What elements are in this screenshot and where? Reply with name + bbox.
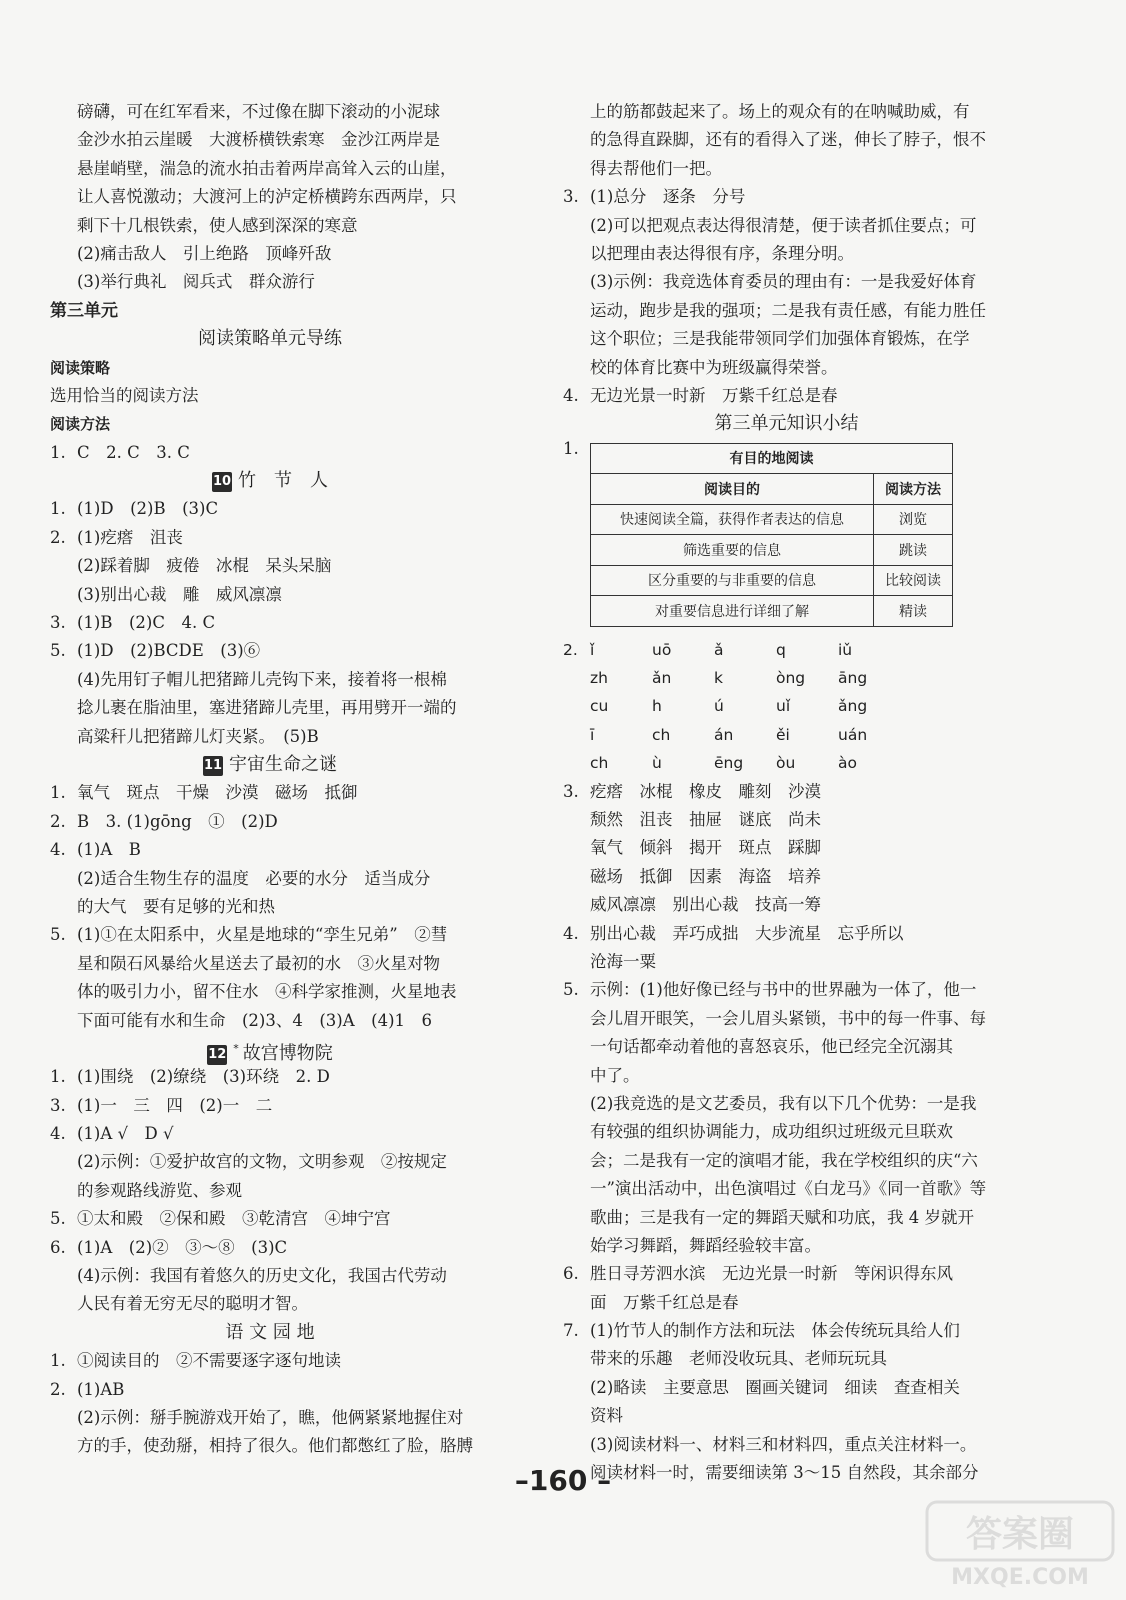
answer-line: [50, 808, 490, 836]
answer-text: 氧气 斑点 干燥 沙漠 磁场 抵御: [77, 783, 358, 803]
lesson-title: [563, 410, 1010, 438]
answer-line: [50, 779, 490, 807]
lesson-number-badge: 11: [203, 756, 223, 776]
table-cell-purpose: 筛选重要的信息: [591, 535, 874, 566]
pinyin-cell: āng: [838, 669, 868, 688]
answer-continuation: 始学习舞蹈，舞蹈经验较丰富。: [590, 1235, 821, 1255]
question-number: 3.: [50, 1095, 66, 1115]
pinyin-cell: ch: [652, 725, 671, 744]
answer-line: [50, 1205, 490, 1233]
answer-continuation: (2)痛击敌人 引上绝路 顶峰歼敌: [77, 243, 332, 263]
pinyin-row: [563, 664, 1010, 692]
lesson-title-text: 故宫博物院: [242, 1042, 333, 1064]
pinyin-cell: ǎn: [652, 669, 672, 688]
answer-continuation: 歌曲；三是我有一定的舞蹈天赋和功底，我 4 岁就开: [590, 1207, 974, 1227]
answer-continuation: (3)阅读材料一、材料三和材料四，重点关注材料一。: [590, 1434, 977, 1454]
table-cell-purpose: 对重要信息进行详细了解: [591, 596, 874, 627]
pinyin-cell: ēng: [714, 754, 744, 773]
answer-text: (1)竹节人的制作方法和玩法 体会传统玩具给人们: [590, 1321, 960, 1341]
right-bottom-block: [563, 778, 1010, 1488]
question-number: 4.: [563, 923, 579, 943]
answer-line: [50, 1092, 490, 1120]
question-number: 2.: [563, 640, 578, 659]
answer-line: [563, 778, 1010, 806]
answer-continuation: (4)示例：我国有着悠久的历史文化，我国古代劳动: [77, 1266, 447, 1286]
answer-text: 胜日寻芳泗水滨 无边光景一时新 等闲识得东风: [590, 1264, 953, 1284]
question-number: 1.: [50, 1067, 66, 1087]
answer-text: (1)A √ D √: [77, 1124, 174, 1144]
answer-continuation: 有较强的组织协调能力，成功组织过班级元旦联欢: [590, 1122, 953, 1142]
answer-continuation: 会；二是我有一定的演唱才能，我在学校组织的庆“六: [590, 1150, 978, 1170]
question-number: 3.: [563, 781, 579, 801]
answer-line: [563, 382, 1010, 410]
question-number: 3.: [563, 187, 579, 207]
answer-line: [50, 637, 490, 665]
pinyin-cell: ěi: [776, 725, 790, 744]
watermark-logo: [925, 1500, 1115, 1592]
answer-continuation: 阅读材料一时，需要细读第 3～15 自然段，其余部分: [590, 1463, 979, 1483]
answer-line: [563, 1317, 1010, 1345]
pinyin-cell: ǎng: [838, 697, 868, 716]
table-cell-method: 跳读: [874, 535, 953, 566]
answer-continuation: 得去帮他们一把。: [590, 158, 722, 178]
pinyin-cell: q: [776, 640, 786, 659]
pinyin-cell: án: [714, 725, 734, 744]
answer-text: (1)D (2)BCDE (3)⑥: [77, 641, 261, 661]
answer-line: [50, 921, 490, 949]
lesson-title: [50, 1319, 490, 1347]
lesson-title-text: 竹 节 人: [238, 470, 328, 492]
answer-continuation: 面 万紫千红总是春: [590, 1292, 739, 1312]
answer-text: (1)D (2)B (3)C: [77, 499, 219, 519]
answer-continuation: 一句话都牵动着他的喜怒哀乐，他已经完全沉溺其: [590, 1037, 953, 1057]
answer-continuation: 中了。: [590, 1065, 640, 1085]
answer-text: C 2. C 3. C: [77, 442, 190, 462]
answer-continuation: 让人喜悦激动；大渡河上的泸定桥横跨东西两岸，只: [77, 187, 457, 207]
answer-line: [50, 1376, 490, 1404]
question-number: 1.: [50, 1351, 66, 1371]
right-column: [563, 98, 1010, 1487]
question-number: 5.: [50, 641, 66, 661]
answer-text: 无边光景一时新 万紫千红总是春: [590, 385, 838, 405]
answer-continuation: (2)示例：掰手腕游戏开始了，瞧，他俩紧紧地握住对: [77, 1407, 464, 1427]
answer-text: ①阅读目的 ②不需要逐字逐句地读: [77, 1351, 341, 1371]
pinyin-cell: zh: [590, 669, 608, 688]
lesson-title-text: 语 文 园 地: [225, 1321, 315, 1343]
question-number: 5.: [50, 1209, 66, 1229]
table-row: [591, 504, 953, 535]
pinyin-cell: uǐ: [776, 697, 791, 716]
answer-continuation: (2)我竞选的是文艺委员，我有以下几个优势：一是我: [590, 1093, 977, 1113]
answer-continuation: (3)别出心裁 雕 威风凛凛: [77, 584, 282, 604]
question-number: 3.: [50, 613, 66, 633]
answer-continuation: 以把理由表达得很有序，条理分明。: [590, 243, 854, 263]
answer-continuation: 金沙水拍云崖暖 大渡桥横铁索寒 金沙江两岸是: [77, 130, 440, 150]
answer-line: [563, 920, 1010, 948]
unit-heading: 第三单元: [50, 300, 118, 321]
answer-continuation: (2)示例：①爱护故宫的文物，文明参观 ②按规定: [77, 1152, 447, 1172]
pinyin-row: [563, 749, 1010, 777]
pinyin-cell: ǎ: [714, 640, 724, 659]
answer-continuation: (2)可以把观点表达得很清楚，便于读者抓住要点；可: [590, 215, 977, 235]
answer-text: ①太和殿 ②保和殿 ③乾清宫 ④坤宁宫: [77, 1209, 391, 1229]
answer-continuation: 资料: [590, 1406, 623, 1426]
question-number: 4.: [563, 385, 579, 405]
answer-text: (1)疙瘩 沮丧: [77, 527, 183, 547]
answer-text: (1)总分 逐条 分号: [590, 187, 746, 207]
question-number: 7.: [563, 1321, 579, 1341]
question-number: 6.: [563, 1264, 579, 1284]
answer-continuation: 颓然 沮丧 抽屉 谜底 尚未: [590, 810, 821, 830]
pinyin-cell: òu: [776, 754, 796, 773]
question-number: 5.: [50, 925, 66, 945]
pinyin-cell: h: [652, 697, 662, 716]
answer-continuation: 星和陨石风暴给火星送去了最初的水 ③火星对物: [77, 953, 440, 973]
answer-continuation: 磅礴，可在红军看来，不过像在脚下滚动的小泥球: [77, 102, 440, 121]
pinyin-cell: k: [714, 669, 723, 688]
answer-continuation: (2)踩着脚 疲倦 冰棍 呆头呆脑: [77, 556, 332, 576]
lesson-title: [50, 751, 490, 779]
answer-line: [50, 836, 490, 864]
answer-continuation: 校的体育比赛中为班级赢得荣誉。: [590, 357, 838, 377]
table-title: 有目的地阅读: [591, 443, 953, 474]
answer-continuation: (3)举行典礼 阅兵式 群众游行: [77, 272, 315, 292]
pinyin-cell: ào: [838, 754, 857, 773]
page-number: –160 –: [514, 1464, 612, 1497]
question-number: 2.: [50, 1379, 66, 1399]
pinyin-cell: ī: [590, 725, 595, 744]
knowledge-table: [590, 443, 953, 627]
answer-line: [50, 1234, 490, 1262]
table-cell-purpose: 区分重要的与非重要的信息: [591, 565, 874, 596]
pinyin-cell: ù: [652, 754, 662, 773]
answer-line: [563, 976, 1010, 1004]
watermark-url: MXQE.COM: [951, 1565, 1089, 1590]
lesson-title-text: 第三单元知识小结: [714, 413, 859, 435]
answer-continuation: 高粱秆儿把猪蹄儿灯夹紧。 (5)B: [77, 726, 319, 746]
pinyin-cell: ǐ: [590, 640, 595, 659]
table-cell-method: 比较阅读: [874, 565, 953, 596]
lesson-title-text: 阅读策略单元导练: [198, 328, 342, 350]
answer-text: 选用恰当的阅读方法: [50, 385, 199, 405]
answer-line: [50, 1120, 490, 1148]
question-number: 2.: [50, 811, 66, 831]
answer-continuation: 人民有着无穷无尽的聪明才智。: [77, 1294, 308, 1314]
optional-lesson-mark: *: [233, 1041, 239, 1055]
watermark-text: 答案圈: [965, 1514, 1075, 1555]
answer-text: (1)A (2)② ③～⑧ (3)C: [77, 1237, 288, 1257]
table-header-purpose: 阅读目的: [591, 474, 874, 505]
answer-continuation: 带来的乐趣 老师没收玩具、老师玩玩具: [590, 1349, 887, 1369]
answer-text: (1)①在太阳系中，火星是地球的“孪生兄弟” ②彗: [77, 925, 448, 945]
answer-continuation: 沧海一粟: [590, 951, 656, 971]
answer-continuation: 下面可能有水和生命 (2)3、4 (3)A (4)1 6: [77, 1010, 433, 1030]
answer-text: B 3. (1)gōng ① (2)D: [77, 811, 278, 831]
question-number: 4.: [50, 840, 66, 860]
answer-text: 疙瘩 冰棍 橡皮 雕刻 沙漠: [590, 781, 821, 801]
answer-continuation: 磁场 抵御 因素 海盗 培养: [590, 866, 821, 886]
answer-text: 示例：(1)他好像已经与书中的世界融为一体了，他一: [590, 980, 977, 1000]
answer-line: [50, 609, 490, 637]
answer-continuation: (4)先用钉子帽儿把猪蹄儿壳钩下来，接着将一根棉: [77, 669, 447, 689]
answer-continuation: 体的吸引力小，留不住水 ④科学家推测，火星地表: [77, 982, 457, 1002]
pinyin-row: [563, 692, 1010, 720]
answer-continuation: 的大气 要有足够的光和热: [77, 896, 275, 916]
answer-continuation: 的急得直跺脚，还有的看得入了迷，伸长了脖子，恨不: [590, 130, 986, 150]
question-number: 6.: [50, 1237, 66, 1257]
answer-continuation: 上的筋都鼓起来了。场上的观众有的在呐喊助威，有: [590, 102, 970, 121]
knowledge-table-block: [563, 439, 1010, 644]
table-cell-purpose: 快速阅读全篇，获得作者表达的信息: [591, 504, 874, 535]
answer-text: (1)围绕 (2)缭绕 (3)环绕 2. D: [77, 1067, 330, 1087]
answer-continuation: 捻儿裹在脂油里，塞进猪蹄儿壳里，再用劈开一端的: [77, 698, 457, 718]
answer-text: (1)B (2)C 4. C: [77, 613, 216, 633]
answer-line: [50, 524, 490, 552]
answer-continuation: 这个职位；三是我能带领同学们加强体育锻炼，在学: [590, 329, 970, 349]
answer-text: (1)AB: [77, 1379, 125, 1399]
answer-line: [563, 183, 1010, 211]
question-number: 1.: [50, 783, 66, 803]
pinyin-answer-block: [563, 636, 1010, 778]
answer-line: [50, 495, 490, 523]
answer-line: [50, 439, 490, 467]
table-cell-method: 精读: [874, 596, 953, 627]
answer-continuation: 的参观路线游览、参观: [77, 1180, 242, 1200]
answer-line: [50, 1063, 490, 1091]
sub-heading: 阅读策略: [50, 358, 111, 377]
answer-continuation: (2)适合生物生存的温度 必要的水分 适当成分: [77, 868, 431, 888]
question-number: 4.: [50, 1124, 66, 1144]
answer-continuation: 会儿眉开眼笑，一会儿眉头紧锁，书中的每一件事、每: [590, 1008, 986, 1028]
table-row: [591, 596, 953, 627]
table-row: [591, 565, 953, 596]
pinyin-cell: uō: [652, 640, 672, 659]
answer-continuation: 悬崖峭壁，湍急的流水拍击着两岸高耸入云的山崖，: [77, 158, 457, 178]
lesson-number-badge: 12: [207, 1045, 227, 1065]
answer-line: [563, 1260, 1010, 1288]
sub-heading: 阅读方法: [50, 415, 111, 434]
answer-continuation: 运动，跑步是我的强项；二是我有责任感，有能力胜任: [590, 300, 986, 320]
question-number: 1.: [563, 438, 579, 458]
answer-continuation: 氧气 倾斜 揭开 斑点 踩脚: [590, 838, 821, 858]
pinyin-row: [563, 721, 1010, 749]
table-cell-method: 浏览: [874, 504, 953, 535]
left-column: [50, 98, 490, 1461]
question-number: 5.: [563, 980, 579, 1000]
answer-continuation: 剩下十几根铁索，使人感到深深的寒意: [77, 215, 358, 235]
pinyin-cell: òng: [776, 669, 806, 688]
pinyin-cell: ch: [590, 754, 609, 773]
answer-continuation: 一”演出活动中，出色演唱过《白龙马》《同一首歌》等: [590, 1179, 987, 1199]
answer-line: [50, 1347, 490, 1375]
pinyin-cell: iǔ: [838, 640, 853, 659]
pinyin-cell: uán: [838, 725, 868, 744]
right-top-block: [563, 98, 1010, 439]
pinyin-cell: ú: [714, 697, 724, 716]
answer-continuation: 威风凛凛 别出心裁 技高一筹: [590, 895, 821, 915]
lesson-title-text: 宇宙生命之谜: [229, 753, 337, 775]
question-number: 2.: [50, 527, 66, 547]
lesson-number-badge: 10: [212, 472, 232, 492]
answer-continuation: (2)略读 主要意思 圈画关键词 细读 查查相关: [590, 1377, 960, 1397]
lesson-title: [50, 1035, 490, 1063]
pinyin-cell: cu: [590, 697, 609, 716]
answer-continuation: (3)示例：我竞选体育委员的理由有：一是我爱好体育: [590, 272, 977, 292]
question-number: 1.: [50, 499, 66, 519]
table-row: [591, 535, 953, 566]
lesson-title: [50, 467, 490, 495]
section-title: [50, 325, 490, 353]
answer-text: (1)A B: [77, 840, 141, 860]
table-header-method: 阅读方法: [874, 474, 953, 505]
question-number: 1.: [50, 442, 66, 462]
answer-continuation: 方的手，使劲掰，相持了很久。他们都憋红了脸，胳膊: [77, 1436, 473, 1456]
answer-text: 别出心裁 弄巧成拙 大步流星 忘乎所以: [590, 923, 904, 943]
answer-text: (1)一 三 四 (2)一 二: [77, 1095, 273, 1115]
